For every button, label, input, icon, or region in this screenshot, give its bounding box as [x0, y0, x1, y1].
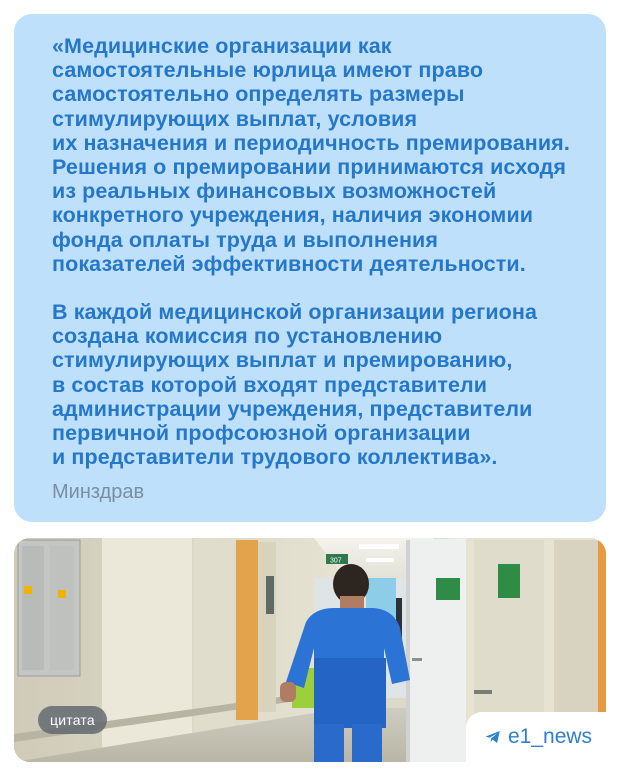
quote-tag-badge: цитата [38, 706, 107, 734]
quote-source: Минздрав [52, 481, 145, 503]
quote-paragraph-2: В каждой медицинской организации региона создана комиссия по установлению стимулирующих выплат и премированию, в состав которой входят представители администрации учреждения, представители первичной профсоюзной организации и представители трудового коллектива». [52, 300, 538, 470]
quote-card [14, 14, 606, 522]
channel-name: e1_news [508, 725, 593, 748]
room-number-sign: 307 [330, 557, 342, 565]
quote-paragraph-1: «Медицинские организации как самостоятельные юрлица имеют право самостоятельно определять размеры стимулирующих выплат, условия их назначения и периодичность премирования. Решения о премировании принимаются исходя из реальных финансовых возможностей конкретного учреждения, наличия экономии фонда оплаты труда и выполнения показателей эффективности деятельности. [52, 34, 570, 276]
telegram-icon [484, 728, 502, 746]
channel-badge[interactable] [466, 712, 606, 762]
